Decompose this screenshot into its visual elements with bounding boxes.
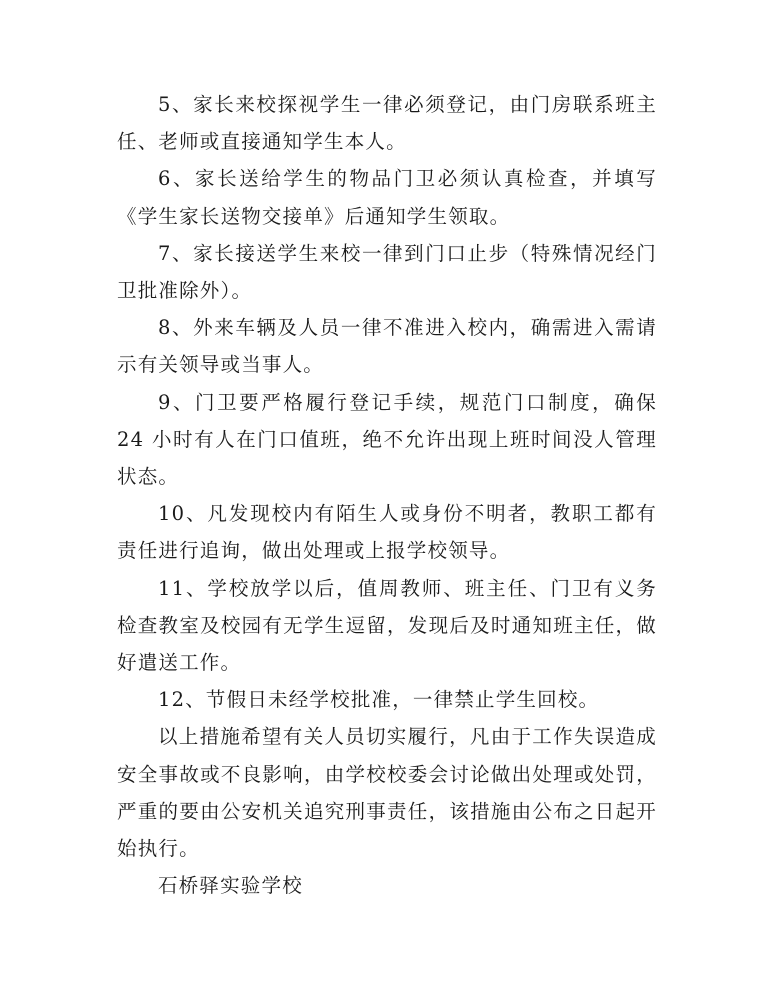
rule-paragraph-11: 11、学校放学以后，值周教师、班主任、门卫有义务检查教室及校园有无学生逗留，发现后及时通知班主任，做好遣送工作。: [117, 576, 657, 675]
rule-paragraph-10: 10、凡发现校内有陌生人或身份不明者，教职工都有责任进行追询，做出处理或上报学校领导。: [117, 502, 657, 563]
rule-paragraph-9: 9、门卫要严格履行登记手续，规范门口制度，确保 24 小时有人在门口值班，绝不允许出现上班时间没人管理状态。: [117, 390, 657, 489]
rule-paragraph-6: 6、家长送给学生的物品门卫必须认真检查，并填写《学生家长送物交接单》后通知学生领取。: [117, 167, 657, 228]
rule-paragraph-8: 8、外来车辆及人员一律不准进入校内，确需进入需请示有关领导或当事人。: [117, 316, 657, 377]
closing-paragraph: 以上措施希望有关人员切实履行，凡由于工作失误造成安全事故或不良影响，由学校校委会讨论做出处理或处罚，严重的要由公安机关追究刑事责任，该措施由公布之日起开始执行。: [117, 725, 657, 861]
rule-paragraph-7: 7、家长接送学生来校一律到门口止步（特殊情况经门卫批准除外）。: [117, 241, 657, 303]
rule-paragraph-12: 12、节假日未经学校批准，一律禁止学生回校。: [158, 688, 600, 712]
rule-paragraph-5: 5、家长来校探视学生一律必须登记，由门房联系班主任、老师或直接通知学生本人。: [117, 93, 657, 154]
document-body: [117, 86, 657, 904]
school-signature: 石桥驿实验学校: [158, 874, 303, 898]
